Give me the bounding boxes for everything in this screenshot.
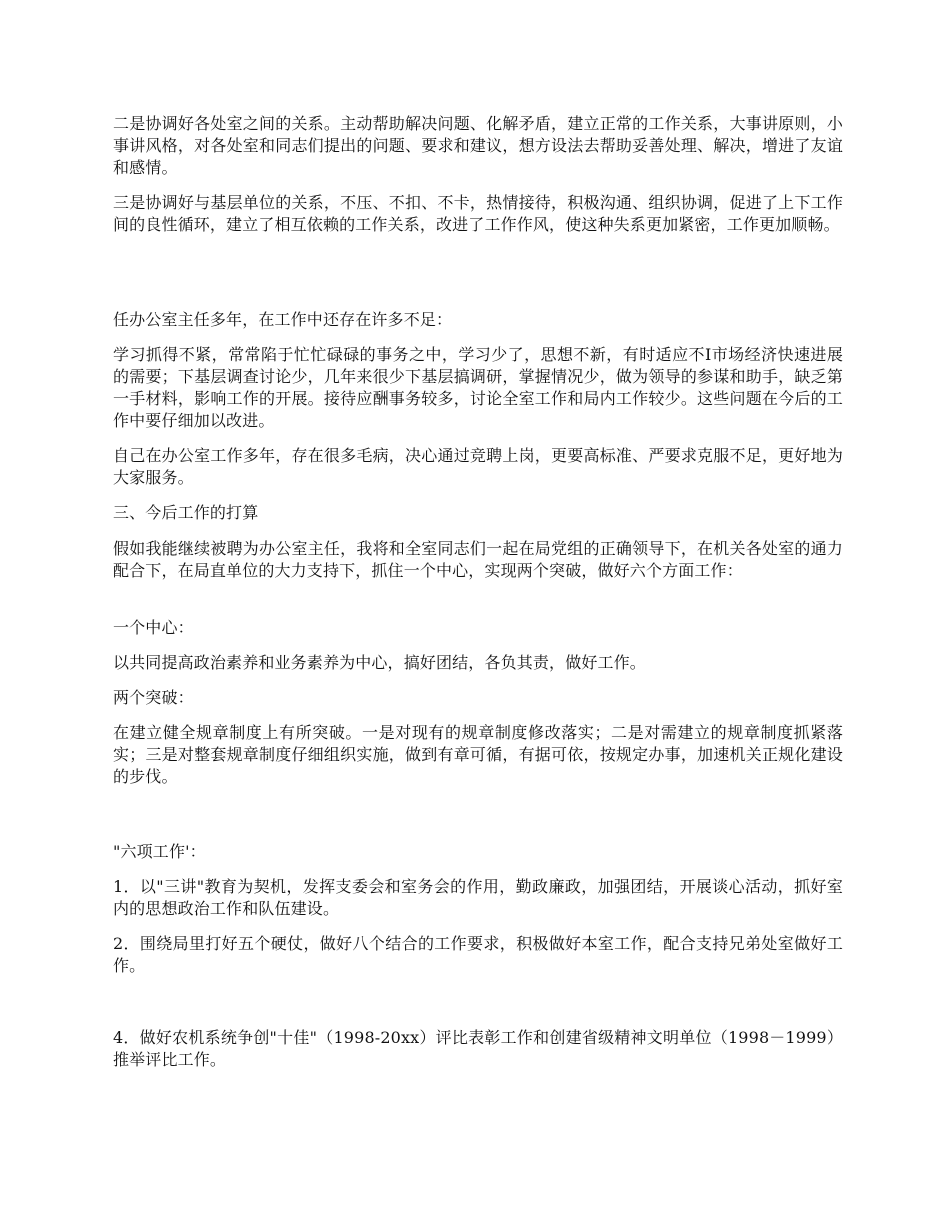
heading-two-breakthroughs: 两个突破：	[113, 688, 194, 707]
paragraph-resolution: 自己在办公室工作多年，存在很多毛病，决心通过竞聘上岗，更要高标准、严要求克服不足，更好地为大家服务。	[113, 446, 843, 487]
paragraph-coordinate-departments: 二是协调好各处室之间的关系。主动帮助解决问题、化解矛盾，建立正常的工作关系，大事讲原则，小事讲风格，对各处室和同志们提出的问题、要求和建议，想方设法去帮助妥善处理、解决，增进了友谊和感情。	[113, 114, 843, 177]
paragraph-future-plans: 假如我能继续被聘为办公室主任，我将和全室同志们一起在局党组的正确领导下，在机关各处室的通力配合下，在局直单位的大力支持下，抓住一个中心，实现两个突破，做好六个方面工作：	[113, 539, 843, 580]
list-item-task-1: 1．以"三讲"教育为契机，发挥支委会和室务会的作用，勤政廉政，加强团结，开展谈心活动，抓好室内的思想政治工作和队伍建设。	[113, 877, 843, 918]
paragraph-two-breakthroughs: 在建立健全规章制度上有所突破。一是对现有的规章制度修改落实；二是对需建立的规章制度抓紧落实；三是对整套规章制度仔细组织实施，做到有章可循，有据可依，按规定办事，加速机关正规化建设的步伐。	[113, 723, 843, 786]
paragraph-one-center: 以共同提高政治素养和业务素养为中心，搞好团结，各负其责，做好工作。	[113, 653, 646, 672]
list-item-task-4: 4．做好农机系统争创"十佳"（1998-20xx）评比表彰工作和创建省级精神文明单位（1998－1999）推举评比工作。	[113, 1028, 843, 1069]
paragraph-shortcomings-intro: 任办公室主任多年，在工作中还存在许多不足：	[113, 310, 453, 329]
section-heading-future-plans: 三、今后工作的打算	[113, 503, 259, 522]
paragraph-shortcomings-detail: 学习抓得不紧，常常陷于忙忙碌碌的事务之中，学习少了，思想不新，有时适应不I市场经济快速进展的需要；下基层调查讨论少，几年来很少下基层搞调研，掌握情况少，做为领导的参谋和助手，缺乏第一手材料，影响工作的开展。接待应酬事务较多，讨论全室工作和局内工作较少。这些问题在今后的工作中要仔细加以改进。	[113, 345, 843, 430]
heading-one-center: 一个中心：	[113, 618, 194, 637]
list-item-task-2: 2．围绕局里打好五个硬仗，做好八个结合的工作要求，积极做好本室工作，配合支持兄弟处室做好工作。	[113, 934, 843, 975]
heading-six-tasks: "六项工作'：	[113, 842, 206, 861]
paragraph-coordinate-grassroots: 三是协调好与基层单位的关系，不压、不扣、不卡，热情接待，积极沟通、组织协调，促进了上下工作间的良性循环，建立了相互依赖的工作关系，改进了工作作风，使这种失系更加紧密，工作更加顺畅。	[113, 193, 843, 234]
